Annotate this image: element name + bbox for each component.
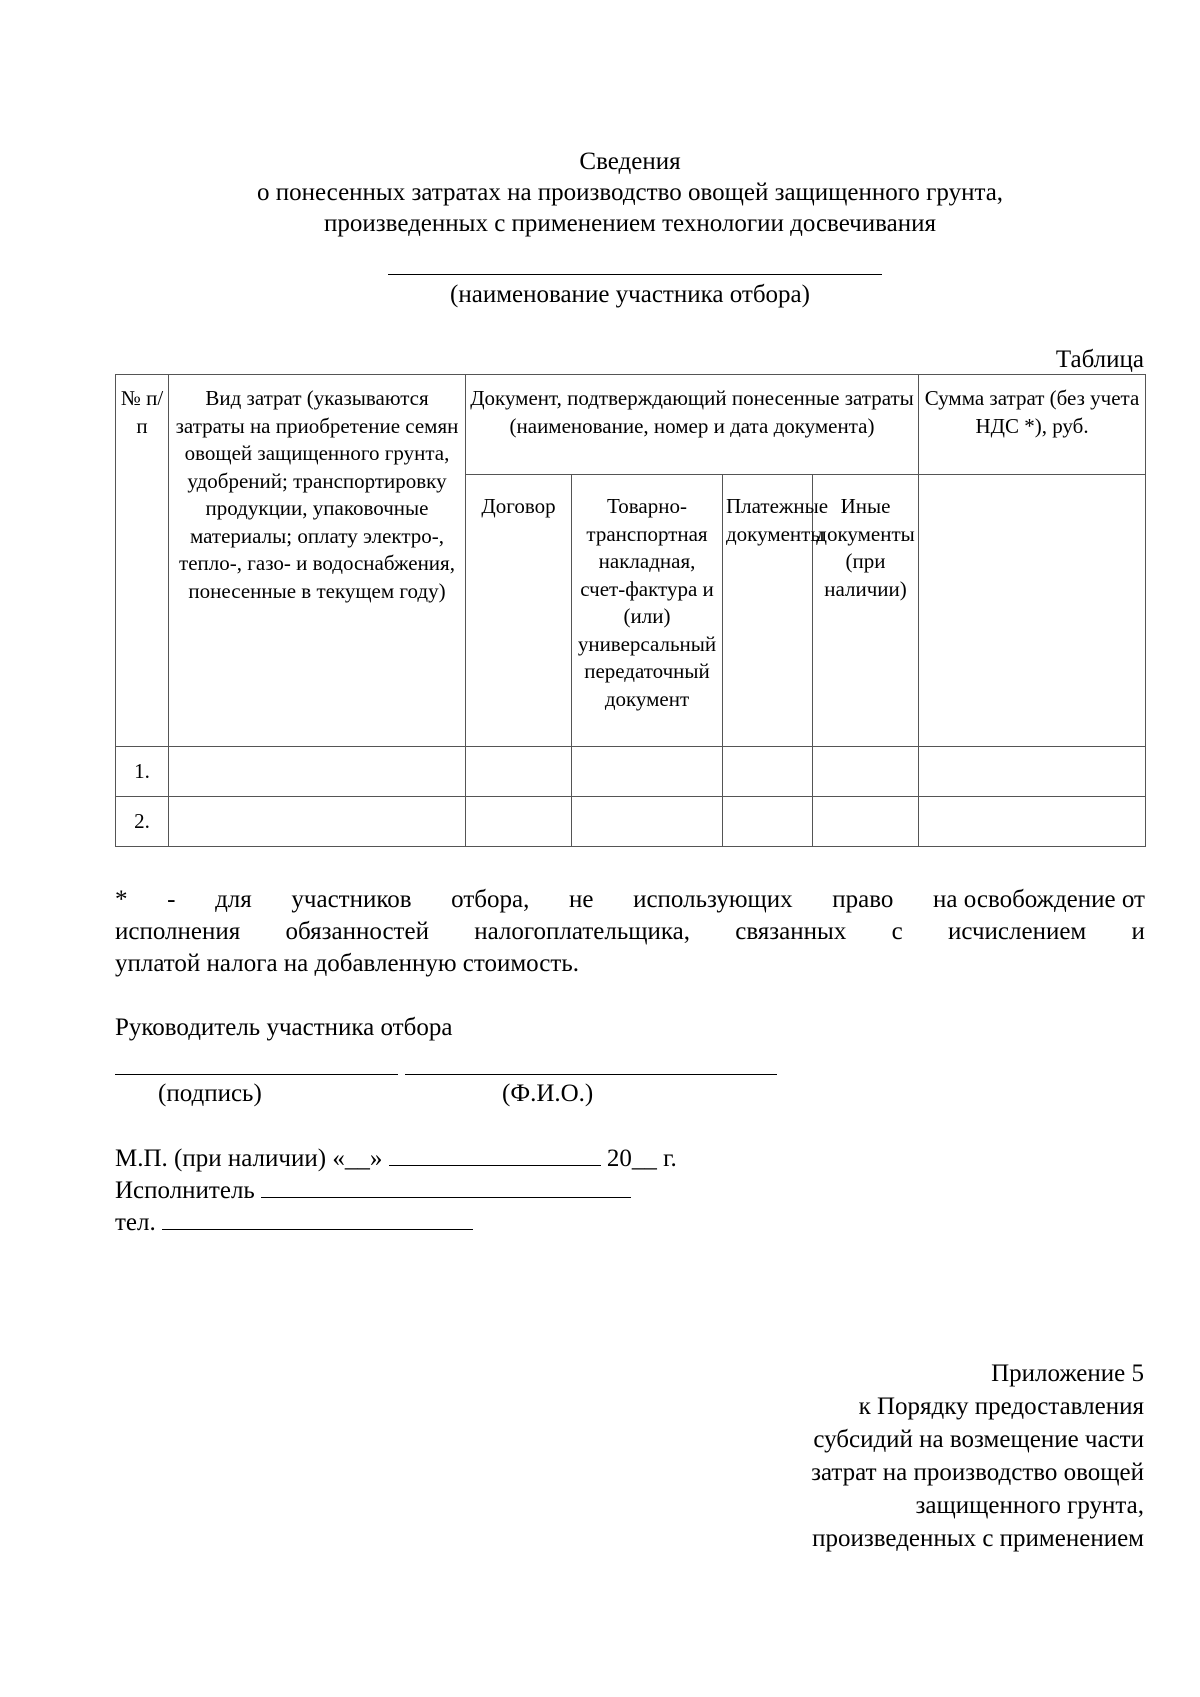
- signature-line[interactable]: [115, 1074, 398, 1075]
- subheader-waybill: Товарно-транспортная накладная, счет-фактура и (или) универсальный передаточный документ: [572, 475, 723, 747]
- header-document: Документ, подтверждающий понесенные затраты (наименование, номер и дата документа): [466, 375, 919, 475]
- cell-sum[interactable]: [919, 747, 1146, 797]
- cell-contract[interactable]: [466, 797, 572, 847]
- cell-waybill[interactable]: [572, 747, 723, 797]
- month-blank[interactable]: [389, 1143, 601, 1166]
- appendix-line: защищенного грунта,: [915, 1492, 1144, 1519]
- participant-caption: (наименование участника отбора): [450, 281, 810, 308]
- title-line-2: о понесенных затратах на производство овощей защищенного грунта,: [256, 179, 1004, 206]
- cell-waybill[interactable]: [572, 797, 723, 847]
- cell-other[interactable]: [813, 747, 919, 797]
- document-title: [115, 146, 1145, 239]
- head-title: Руководитель участника отбора: [115, 1014, 453, 1041]
- appendix-line: к Порядку предоставления: [858, 1393, 1144, 1420]
- subheader-sum-empty: [919, 475, 1146, 747]
- title-line-1: Сведения: [579, 148, 681, 175]
- signature-caption: (подпись): [158, 1080, 262, 1107]
- cell-other[interactable]: [813, 797, 919, 847]
- phone-line: тел.: [115, 1207, 473, 1238]
- header-sum: Сумма затрат (без учета НДС *), руб.: [919, 375, 1146, 475]
- title-line-3: произведенных с применением технологии досвечивания: [324, 210, 936, 237]
- cell-sum[interactable]: [919, 797, 1146, 847]
- executor-line: Исполнитель: [115, 1175, 631, 1206]
- stamp-date-line: М.П. (при наличии) «__» 20__ г.: [115, 1145, 677, 1172]
- phone-blank[interactable]: [162, 1207, 473, 1230]
- subheader-payment: Платежные документы: [723, 475, 813, 747]
- header-cost-kind: Вид затрат (указываются затраты на приобретение семян овощей защищенного грунта, удобрений; транспортировку продукции, упаковочные материалы; оплату электро-, тепло-, газо- и водоснабжения, понесенные в текущем году): [169, 375, 466, 747]
- table-header-row: [116, 375, 1146, 475]
- table-label: Таблица: [1055, 346, 1144, 373]
- footnote-line-1: * - для участников отбора, не использующих право на освобождение от: [115, 886, 1145, 913]
- participant-name-line[interactable]: [388, 274, 882, 275]
- cell-payment[interactable]: [723, 747, 813, 797]
- full-name-caption: (Ф.И.О.): [502, 1080, 594, 1107]
- costs-table: [115, 374, 1146, 847]
- footnote-line-3: уплатой налога на добавленную стоимость.: [115, 950, 579, 977]
- table-row: [116, 747, 1146, 797]
- executor-blank[interactable]: [261, 1175, 631, 1198]
- cell-cost-kind[interactable]: [169, 797, 466, 847]
- appendix-line: затрат на производство овощей: [811, 1459, 1144, 1486]
- appendix-line: произведенных с применением: [812, 1525, 1144, 1552]
- cell-payment[interactable]: [723, 797, 813, 847]
- row-number: 2.: [116, 797, 169, 847]
- subheader-other: Иные документы (при наличии): [813, 475, 919, 747]
- full-name-line[interactable]: [405, 1074, 777, 1075]
- cell-contract[interactable]: [466, 747, 572, 797]
- appendix-line: субсидий на возмещение части: [813, 1426, 1144, 1453]
- footnote-line-2: исполнения обязанностей налогоплательщика, связанных с исчислением и: [115, 918, 1145, 945]
- appendix-line: Приложение 5: [991, 1360, 1144, 1387]
- vat-footnote: [115, 884, 1145, 980]
- cell-cost-kind[interactable]: [169, 747, 466, 797]
- subheader-contract: Договор: [466, 475, 572, 747]
- table-row: [116, 797, 1146, 847]
- row-number: 1.: [116, 747, 169, 797]
- header-num: № п/п: [116, 375, 169, 747]
- appendix-header: [811, 1357, 1144, 1555]
